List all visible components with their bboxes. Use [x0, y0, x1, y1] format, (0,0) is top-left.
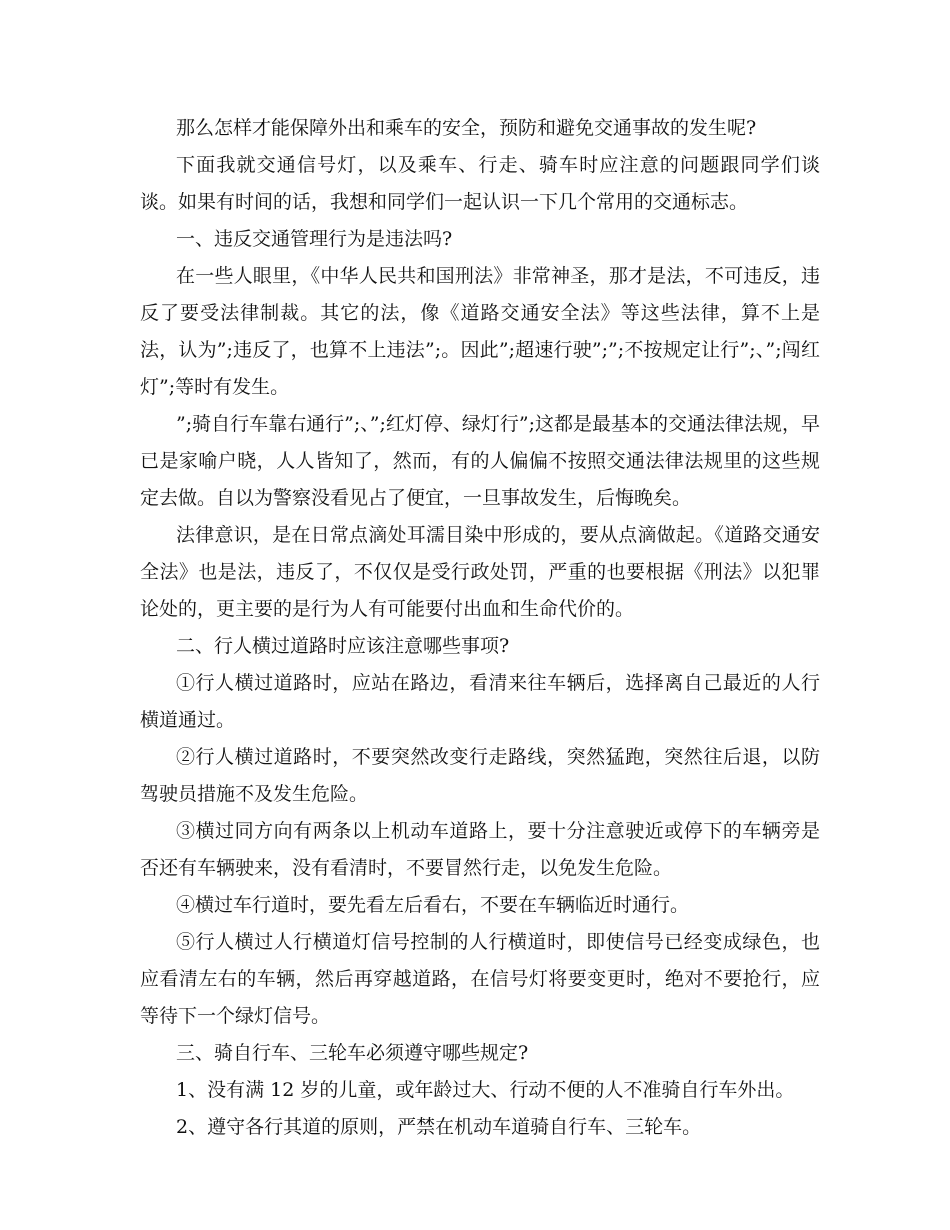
- document-body: [140, 110, 820, 1146]
- list-item-pedestrian-2: ②行人横过道路时，不要突然改变行走路线，突然猛跑，突然往后退，以防驾驶员措施不及发生危险。: [140, 746, 820, 805]
- list-item-pedestrian-3: ③横过同方向有两条以上机动车道路上，要十分注意驶近或停下的车辆旁是否还有车辆驶来，没有看清时，不要冒然行走，以免发生危险。: [140, 820, 820, 879]
- list-item-pedestrian-1: ①行人横过道路时，应站在路边，看清来往车辆后，选择离自己最近的人行横道通过。: [140, 672, 820, 731]
- list-item-pedestrian-4: ④横过车行道时，要先看左后看右，不要在车辆临近时通行。: [176, 894, 690, 916]
- list-item-cycling-2: 2、遵守各行其道的原则，严禁在机动车道骑自行车、三轮车。: [176, 1116, 702, 1138]
- section-heading-2: 二、行人横过道路时应该注意哪些事项?: [176, 635, 510, 657]
- paragraph-intro-question: 那么怎样才能保障外出和乘车的安全，预防和避免交通事故的发生呢?: [176, 117, 757, 139]
- list-item-cycling-1: 1、没有满 12 岁的儿童，或年龄过大、行动不便的人不准骑自行车外出。: [176, 1079, 795, 1101]
- list-item-pedestrian-5: ⑤行人横过人行横道灯信号控制的人行横道时，即使信号已经变成绿色，也应看清左右的车辆，然后再穿越道路，在信号灯将要变更时，绝对不要抢行，应等待下一个绿灯信号。: [140, 931, 820, 1027]
- section-heading-3: 三、骑自行车、三轮车必须遵守哪些规定?: [176, 1042, 529, 1064]
- paragraph-intro-topics: 下面我就交通信号灯，以及乘车、行走、骑车时应注意的问题跟同学们谈谈。如果有时间的话，我想和同学们一起认识一下几个常用的交通标志。: [140, 154, 820, 213]
- paragraph-basic-rules: ”;骑自行车靠右通行”;、”;红灯停、绿灯行”;这都是最基本的交通法律法规，早已是家喻户晓，人人皆知了，然而，有的人偏偏不按照交通法律法规里的这些规定去做。自以为警察没看见占了便宜，一旦事故发生，后悔晚矣。: [140, 413, 820, 509]
- paragraph-legal-awareness: 法律意识，是在日常点滴处耳濡目染中形成的，要从点滴做起。《道路交通安全法》也是法，违反了，不仅仅是受行政处罚，严重的也要根据《刑法》以犯罪论处的，更主要的是行为人有可能要付出血和生命代价的。: [140, 524, 820, 620]
- paragraph-law-perception: 在一些人眼里，《中华人民共和国刑法》非常神圣，那才是法，不可违反，违反了要受法律制裁。其它的法，像《道路交通安全法》等这些法律，算不上是法，认为”;违反了，也算不上违法”;。因此”;超速行驶”;”;不按规定让行”;、”;闯红灯”;等时有发生。: [140, 265, 820, 398]
- section-heading-1: 一、违反交通管理行为是违法吗?: [176, 228, 453, 250]
